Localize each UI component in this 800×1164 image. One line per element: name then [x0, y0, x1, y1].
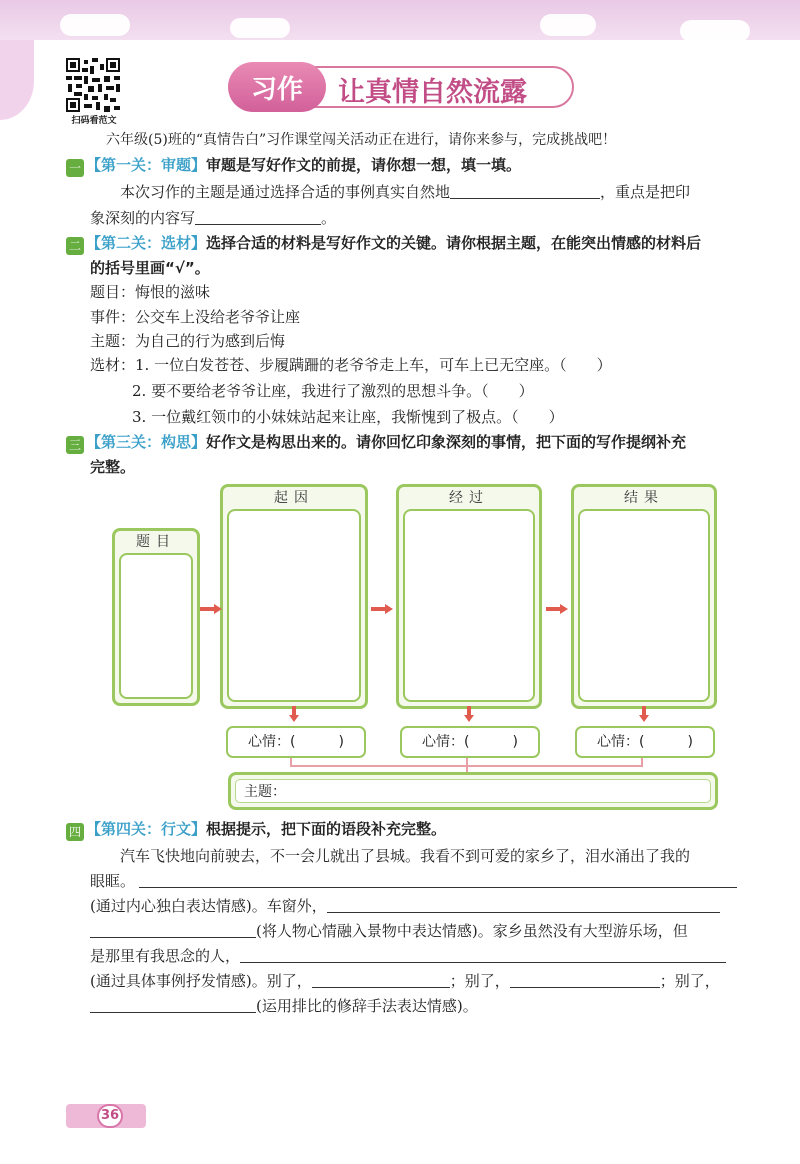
text-span: ；别了， — [659, 972, 720, 990]
intro-text: 六年级(5)班的“真情告白”习作课堂闯关活动正在进行，请你来参与，完成挑战吧！ — [106, 132, 617, 148]
box-heading: 起因 — [274, 490, 314, 506]
box-heading: 经过 — [449, 490, 489, 506]
mood-label: 心情：( — [597, 734, 645, 750]
title-text: 让真情自然流露 — [338, 77, 527, 108]
page-number: 36 — [97, 1104, 123, 1128]
section-number: 一 — [66, 159, 84, 177]
section-1-heading — [66, 154, 521, 177]
fill-blank[interactable] — [312, 972, 450, 988]
choice-1 — [90, 354, 612, 376]
fill-blank[interactable] — [195, 209, 321, 225]
text-span: 是那里有我思念的人， — [90, 947, 241, 965]
box-heading: 题目 — [136, 534, 176, 550]
cloud-decoration — [230, 18, 290, 38]
text-span: 。 — [321, 209, 337, 227]
paragraph-line-4 — [90, 920, 688, 942]
cause-writing-area[interactable] — [227, 509, 361, 702]
fill-blank[interactable] — [90, 997, 256, 1013]
section-number: 二 — [66, 237, 84, 255]
fill-blank[interactable] — [327, 897, 720, 913]
process-box — [396, 484, 542, 709]
fill-blank[interactable] — [139, 872, 737, 888]
arrow-down-icon — [464, 706, 474, 722]
text-span: 本次习作的主题是通过选择合适的事例真实自然地 — [120, 183, 451, 201]
title-badge: 习作 — [228, 62, 326, 112]
section-desc: 根据提示，把下面的语段补充完整。 — [206, 820, 447, 838]
section-label: 【第一关：审题】 — [86, 156, 207, 174]
section-label: 【第二关：选材】 — [86, 234, 207, 252]
arrow-right-icon — [371, 604, 393, 614]
paragraph-line-1: 汽车飞快地向前驶去，不一会儿就出了县城。我看不到可爱的家乡了，泪水涌出了我的 — [120, 847, 691, 865]
mood-box-cause[interactable] — [226, 726, 366, 758]
section-desc: 选择合适的材料是写好作文的关键。请你根据主题，在能突出情感的材料后 — [206, 234, 702, 252]
box-heading: 结果 — [624, 490, 664, 506]
topic-writing-area[interactable] — [119, 553, 193, 699]
text-span: (通过内心独白表达情感)。车窗外， — [90, 897, 327, 915]
event-line: 事件：公交车上没给老爷爷让座 — [90, 308, 301, 326]
text-span: (通过具体事例抒发情感)。别了， — [90, 972, 312, 990]
section-3-heading — [66, 431, 686, 454]
section-1-line-1 — [120, 181, 690, 203]
cloud-decoration — [680, 20, 750, 42]
paragraph-line-7 — [90, 995, 478, 1017]
fill-blank[interactable] — [240, 947, 726, 963]
section-4-heading — [66, 818, 446, 841]
choice-text[interactable]: 1. 一位白发苍苍、步履蹒跚的老爷爷走上车，可车上已无空座。（ ） — [135, 356, 612, 374]
paragraph-line-6 — [90, 970, 720, 992]
section-2-heading — [66, 232, 701, 255]
choice-3[interactable]: 3. 一位戴红领巾的小妹妹站起来让座，我惭愧到了极点。（ ） — [132, 408, 564, 426]
connector-line — [290, 765, 643, 767]
mood-label: 心情：( — [248, 734, 296, 750]
cloud-decoration — [60, 14, 130, 36]
fill-blank[interactable] — [450, 183, 600, 199]
cloud-decoration — [540, 14, 596, 36]
fill-blank[interactable] — [90, 922, 256, 938]
result-box — [571, 484, 717, 709]
theme-line: 主题：为自己的行为感到后悔 — [90, 332, 286, 350]
section-label: 【第四关：行文】 — [86, 820, 207, 838]
section-2-desc-2: 的括号里画“√”。 — [90, 259, 210, 277]
mood-box-process[interactable] — [400, 726, 540, 758]
text-span: 眼眶。 — [90, 872, 136, 890]
section-desc: 好作文是构思出来的。请你回忆印象深刻的事情，把下面的写作提纲补充 — [206, 433, 687, 451]
mood-label: 心情：( — [422, 734, 470, 750]
text-span: 象深刻的内容写 — [90, 209, 196, 227]
mood-close: ) — [512, 734, 518, 750]
mood-box-result[interactable] — [575, 726, 715, 758]
text-span: (将人物心情融入景物中表达情感)。家乡虽然没有大型游乐场，但 — [256, 922, 688, 940]
page-title — [228, 62, 578, 112]
corner-decoration — [0, 40, 34, 120]
arrow-down-icon — [289, 706, 299, 722]
section-1-line-2 — [90, 207, 336, 229]
section-number: 三 — [66, 436, 84, 454]
arrow-right-icon — [546, 604, 568, 614]
section-desc: 审题是写好作文的前提，请你想一想，填一填。 — [206, 156, 522, 174]
text-span: ；别了， — [449, 972, 510, 990]
qr-code-icon[interactable] — [66, 58, 120, 112]
result-writing-area[interactable] — [578, 509, 710, 702]
theme-field[interactable] — [235, 779, 711, 803]
text-span: 选材： — [90, 356, 136, 374]
arrow-down-icon — [639, 706, 649, 722]
qr-caption: 扫码看范文 — [71, 116, 117, 126]
process-writing-area[interactable] — [403, 509, 535, 702]
theme-box — [228, 772, 718, 810]
section-label: 【第三关：构思】 — [86, 433, 207, 451]
text-span: (运用排比的修辞手法表达情感)。 — [256, 997, 478, 1015]
paragraph-line-2 — [90, 870, 737, 892]
text-span: ，重点是把印 — [600, 183, 691, 201]
section-3-desc-2: 完整。 — [90, 458, 136, 476]
fill-blank[interactable] — [510, 972, 660, 988]
theme-label: 主题： — [244, 784, 286, 800]
paragraph-line-3 — [90, 895, 720, 917]
topic-line: 题目：悔恨的滋味 — [90, 283, 211, 301]
mood-close: ) — [687, 734, 693, 750]
mood-close: ) — [338, 734, 344, 750]
section-number: 四 — [66, 823, 84, 841]
arrow-right-icon — [200, 604, 222, 614]
topic-box — [112, 528, 200, 706]
paragraph-line-5 — [90, 945, 726, 967]
cause-box — [220, 484, 368, 709]
choice-2[interactable]: 2. 要不要给老爷爷让座，我进行了激烈的思想斗争。（ ） — [132, 382, 534, 400]
